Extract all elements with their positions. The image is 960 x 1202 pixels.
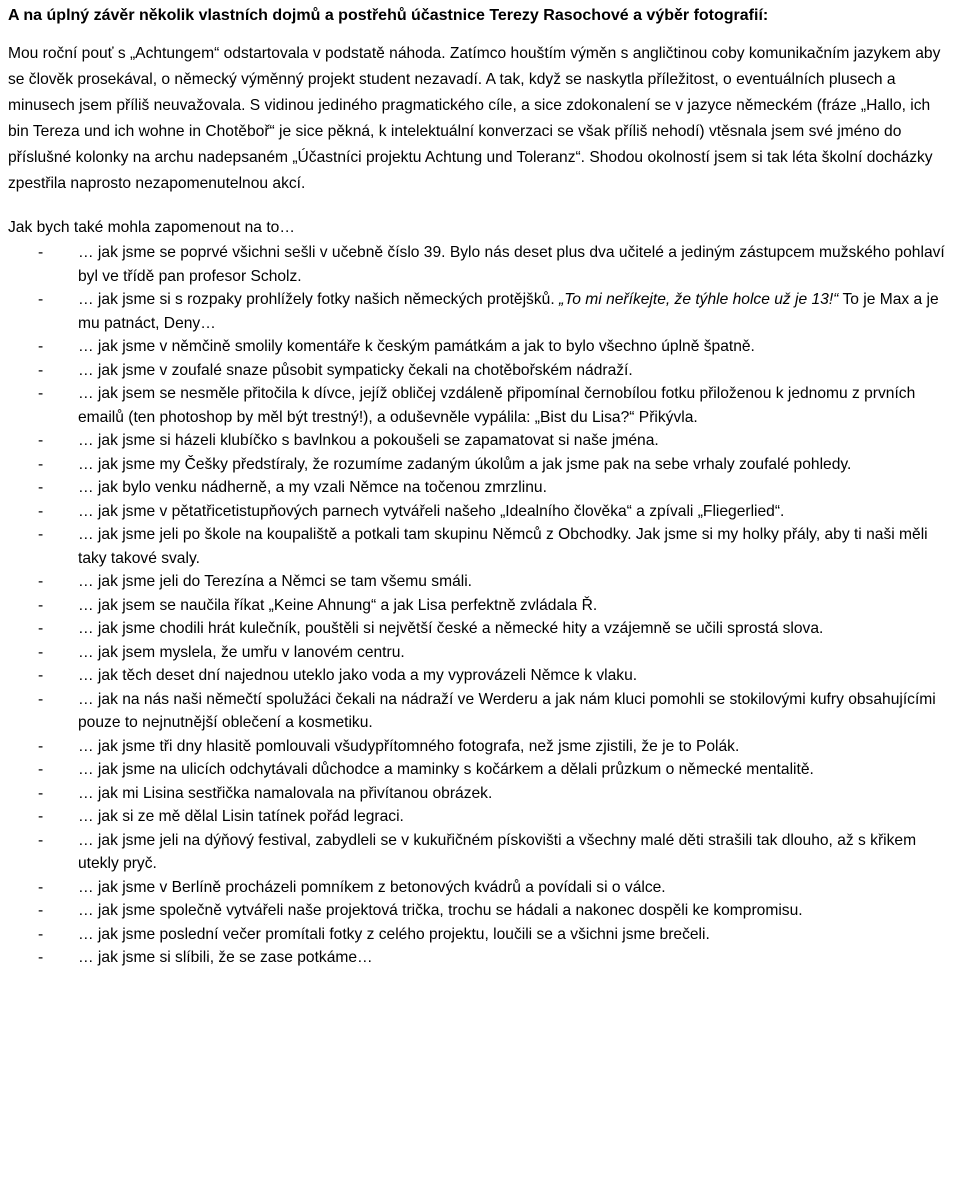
list-item bbox=[8, 617, 952, 641]
list-dash: - bbox=[38, 455, 44, 473]
list-dash: - bbox=[38, 949, 44, 966]
list-item-text: … jak jsme jeli na dýňový festival, zabydleli se v kukuřičném pískovišti a všechny malé děti strašili tak dlouho, až s křikem utekly pryč. bbox=[78, 831, 917, 872]
list-item bbox=[8, 805, 952, 829]
list-item-text: … jak jsme v němčině smolily komentáře k českým památkám a jak to bylo všechno úplně špatně. bbox=[78, 338, 755, 355]
list-dash: - bbox=[38, 737, 44, 755]
list-item bbox=[8, 946, 952, 970]
list-dash: - bbox=[38, 902, 44, 919]
list-dash: - bbox=[38, 526, 44, 543]
list-item-text: … jak bylo venku nádherně, a my vzali Němce na točenou zmrzlinu. bbox=[78, 479, 547, 496]
list-dash: - bbox=[38, 925, 44, 943]
list-dash: - bbox=[38, 573, 44, 590]
list-dash: - bbox=[38, 784, 44, 802]
list-item bbox=[8, 476, 952, 500]
list-item bbox=[8, 923, 952, 947]
list-item-text: … jak jsme poslední večer promítali fotky z celého projektu, loučili se a všichni jsme brečeli. bbox=[78, 925, 710, 943]
list-dash: - bbox=[38, 479, 44, 496]
list-dash: - bbox=[38, 643, 44, 661]
list-item-text: … jak jsme si s rozpaky prohlížely fotky našich německých protějšků. bbox=[78, 291, 559, 308]
list-item bbox=[8, 735, 952, 759]
list-item-text: … jak na nás naši němečtí spolužáci čekali na nádraží ve Werderu a jak nám kluci pomohli se stokilovými kufry obsahujícími pouze to nejnutnější oblečení a kosmetiku. bbox=[78, 690, 936, 731]
list-item-text-after: To je Max a je mu patnáct, Deny… bbox=[78, 291, 939, 332]
list-item-text: … jak jsme jeli po škole na koupaliště a potkali tam skupinu Němců z Obchodky. Jak jsme si my holky přály, aby ti naši měli taky takové svaly. bbox=[78, 526, 928, 567]
list-item bbox=[8, 664, 952, 688]
list-dash: - bbox=[38, 878, 44, 896]
list-item bbox=[8, 429, 952, 453]
list-item-text: … jak mi Lisina sestřička namalovala na přivítanou obrázek. bbox=[78, 784, 493, 802]
memories-list bbox=[8, 241, 952, 970]
list-dash: - bbox=[38, 338, 44, 355]
list-item-text: … jak jsme v Berlíně procházeli pomníkem z betonových kvádrů a povídali si o válce. bbox=[78, 878, 666, 896]
list-dash: - bbox=[38, 620, 44, 637]
list-item bbox=[8, 570, 952, 594]
list-item bbox=[8, 899, 952, 923]
list-dash: - bbox=[38, 667, 44, 684]
list-dash: - bbox=[38, 385, 44, 402]
list-item bbox=[8, 241, 952, 288]
list-dash: - bbox=[38, 432, 44, 449]
list-item-text: … jak jsem se naučila říkat „Keine Ahnung“ a jak Lisa perfektně zvládala Ř. bbox=[78, 596, 598, 614]
list-item-text: … jak jsem se nesměle přitočila k dívce, jejíž obličej vzdáleně připomínal černobílou fotku přiloženou k jednomu z prvních emailů (ten photoshop by měl být trestný!), a oduševněle vypálila: „Bist du Lisa?“ Přikývla. bbox=[78, 385, 916, 426]
list-item bbox=[8, 359, 952, 383]
list-item bbox=[8, 523, 952, 570]
list-item-text: … jak jsme v zoufalé snaze působit sympaticky čekali na chotěbořském nádraží. bbox=[78, 361, 633, 379]
list-item bbox=[8, 641, 952, 665]
list-item-text: … jak si ze mě dělal Lisin tatínek pořád legraci. bbox=[78, 808, 404, 825]
list-item-text: … jak jsme tři dny hlasitě pomlouvali všudypřítomného fotografa, než jsme zjistili, že je to Polák. bbox=[78, 737, 740, 755]
list-item bbox=[8, 688, 952, 735]
list-item bbox=[8, 876, 952, 900]
list-item bbox=[8, 382, 952, 429]
list-item-quote: „To mi neříkejte, že týhle holce už je 13!“ bbox=[559, 291, 839, 308]
intro-paragraph: Mou roční pouť s „Achtungem“ odstartovala v podstatě náhoda. Zatímco houštím výměn s angličtinou coby komunikačním jazykem aby se člověk prosekával, o německý výměnný projekt student nezavadí. A tak, když se naskytla příležitost, o eventuálních plusech a minusech jsem příliš neuvažovala. S vidinou jediného pragmatického cíle, a sice zdokonalení se v jazyce německém (fráze „Hallo, ich bin Tereza und ich wohne in Chotěboř“ je sice pěkná, k intelektuální konverzaci se však příliš nehodí) vtěsnala jsem své jméno do příslušné kolonky na archu nadepsaném „Účastníci projektu Achtung und Toleranz“. Shodou okolností jsem si tak léta školní docházky zpestřila naprosto nezapomenutelnou akcí. bbox=[8, 45, 941, 192]
list-item bbox=[8, 453, 952, 477]
list-item-text: … jak jsme my Češky předstíraly, že rozumíme zadaným úkolům a jak jsme pak na sebe vrhaly zoufalé pohledy. bbox=[78, 455, 852, 473]
list-item-text: … jak jsme na ulicích odchytávali důchodce a maminky s kočárkem a dělali průzkum o německé mentalitě. bbox=[78, 761, 814, 778]
list-item bbox=[8, 500, 952, 524]
list-item-text: … jak těch deset dní najednou uteklo jako voda a my vyprovázeli Němce k vlaku. bbox=[78, 667, 638, 684]
list-item-text: … jak jsem myslela, že umřu v lanovém centru. bbox=[78, 643, 405, 661]
list-item bbox=[8, 288, 952, 335]
list-item-text: … jak jsme chodili hrát kulečník, pouštěli si největší české a německé hity a vzájemně se učili sprostá slova. bbox=[78, 620, 824, 637]
list-dash: - bbox=[38, 502, 44, 520]
paragraph-gap bbox=[8, 197, 952, 215]
page-heading: A na úplný závěr několik vlastních dojmů a postřehů účastnice Terezy Rasochové a výběr fotografií: bbox=[8, 7, 769, 24]
list-lead: Jak bych také mohla zapomenout na to… bbox=[8, 219, 295, 236]
list-item bbox=[8, 758, 952, 782]
list-item-text: … jak jsme společně vytvářeli naše projektová trička, trochu se hádali a nakonec dospěli ke kompromisu. bbox=[78, 902, 803, 919]
list-dash: - bbox=[38, 244, 44, 261]
list-dash: - bbox=[38, 361, 44, 379]
list-item-text: … jak jsme jeli do Terezína a Němci se tam všemu smáli. bbox=[78, 573, 473, 590]
list-item-text: … jak jsme se poprvé všichni sešli v učebně číslo 39. Bylo nás deset plus dva učitelé a jediným zástupcem mužského pohlaví byl ve třídě pan profesor Scholz. bbox=[78, 244, 945, 285]
list-dash: - bbox=[38, 831, 44, 849]
list-item bbox=[8, 829, 952, 876]
list-dash: - bbox=[38, 808, 44, 825]
list-item bbox=[8, 594, 952, 618]
list-item bbox=[8, 782, 952, 806]
list-dash: - bbox=[38, 291, 44, 308]
list-dash: - bbox=[38, 761, 44, 778]
list-item-text: … jak jsme si házeli klubíčko s bavlnkou a pokoušeli se zapamatovat si naše jména. bbox=[78, 432, 659, 449]
list-item-text: … jak jsme si slíbili, že se zase potkáme… bbox=[78, 949, 373, 966]
list-dash: - bbox=[38, 596, 44, 614]
list-item-text: … jak jsme v pětatřicetistupňových parnech vytvářeli našeho „Idealního člověka“ a zpívali „Fliegerlied“. bbox=[78, 502, 785, 520]
list-item bbox=[8, 335, 952, 359]
list-dash: - bbox=[38, 690, 44, 708]
